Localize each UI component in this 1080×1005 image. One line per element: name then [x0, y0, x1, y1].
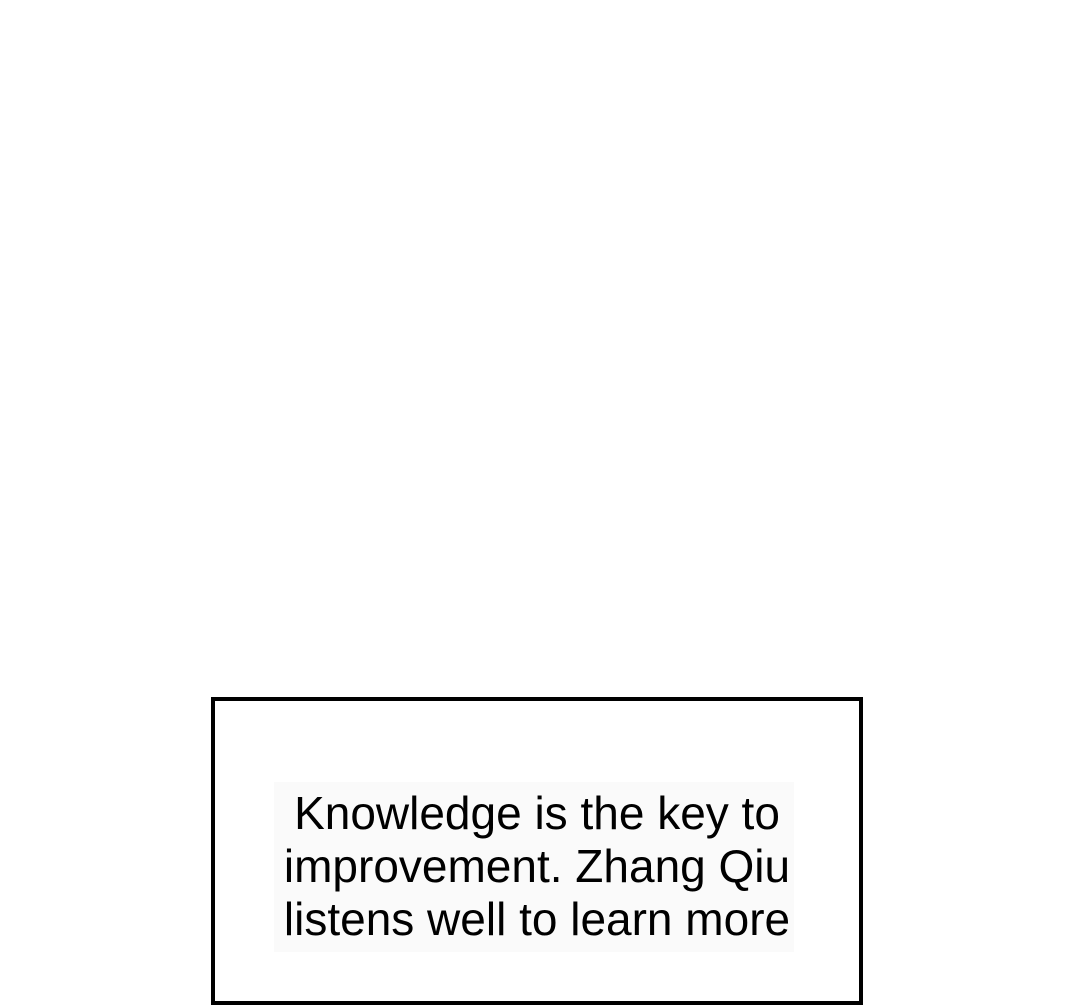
caption-line-3-clipped: listens well to learn more	[283, 893, 791, 945]
caption-box	[211, 697, 863, 1005]
caption-line-2: improvement. Zhang Qiu	[283, 840, 791, 892]
caption-line-1: Knowledge is the key to	[294, 787, 780, 839]
caption-text	[215, 787, 859, 946]
